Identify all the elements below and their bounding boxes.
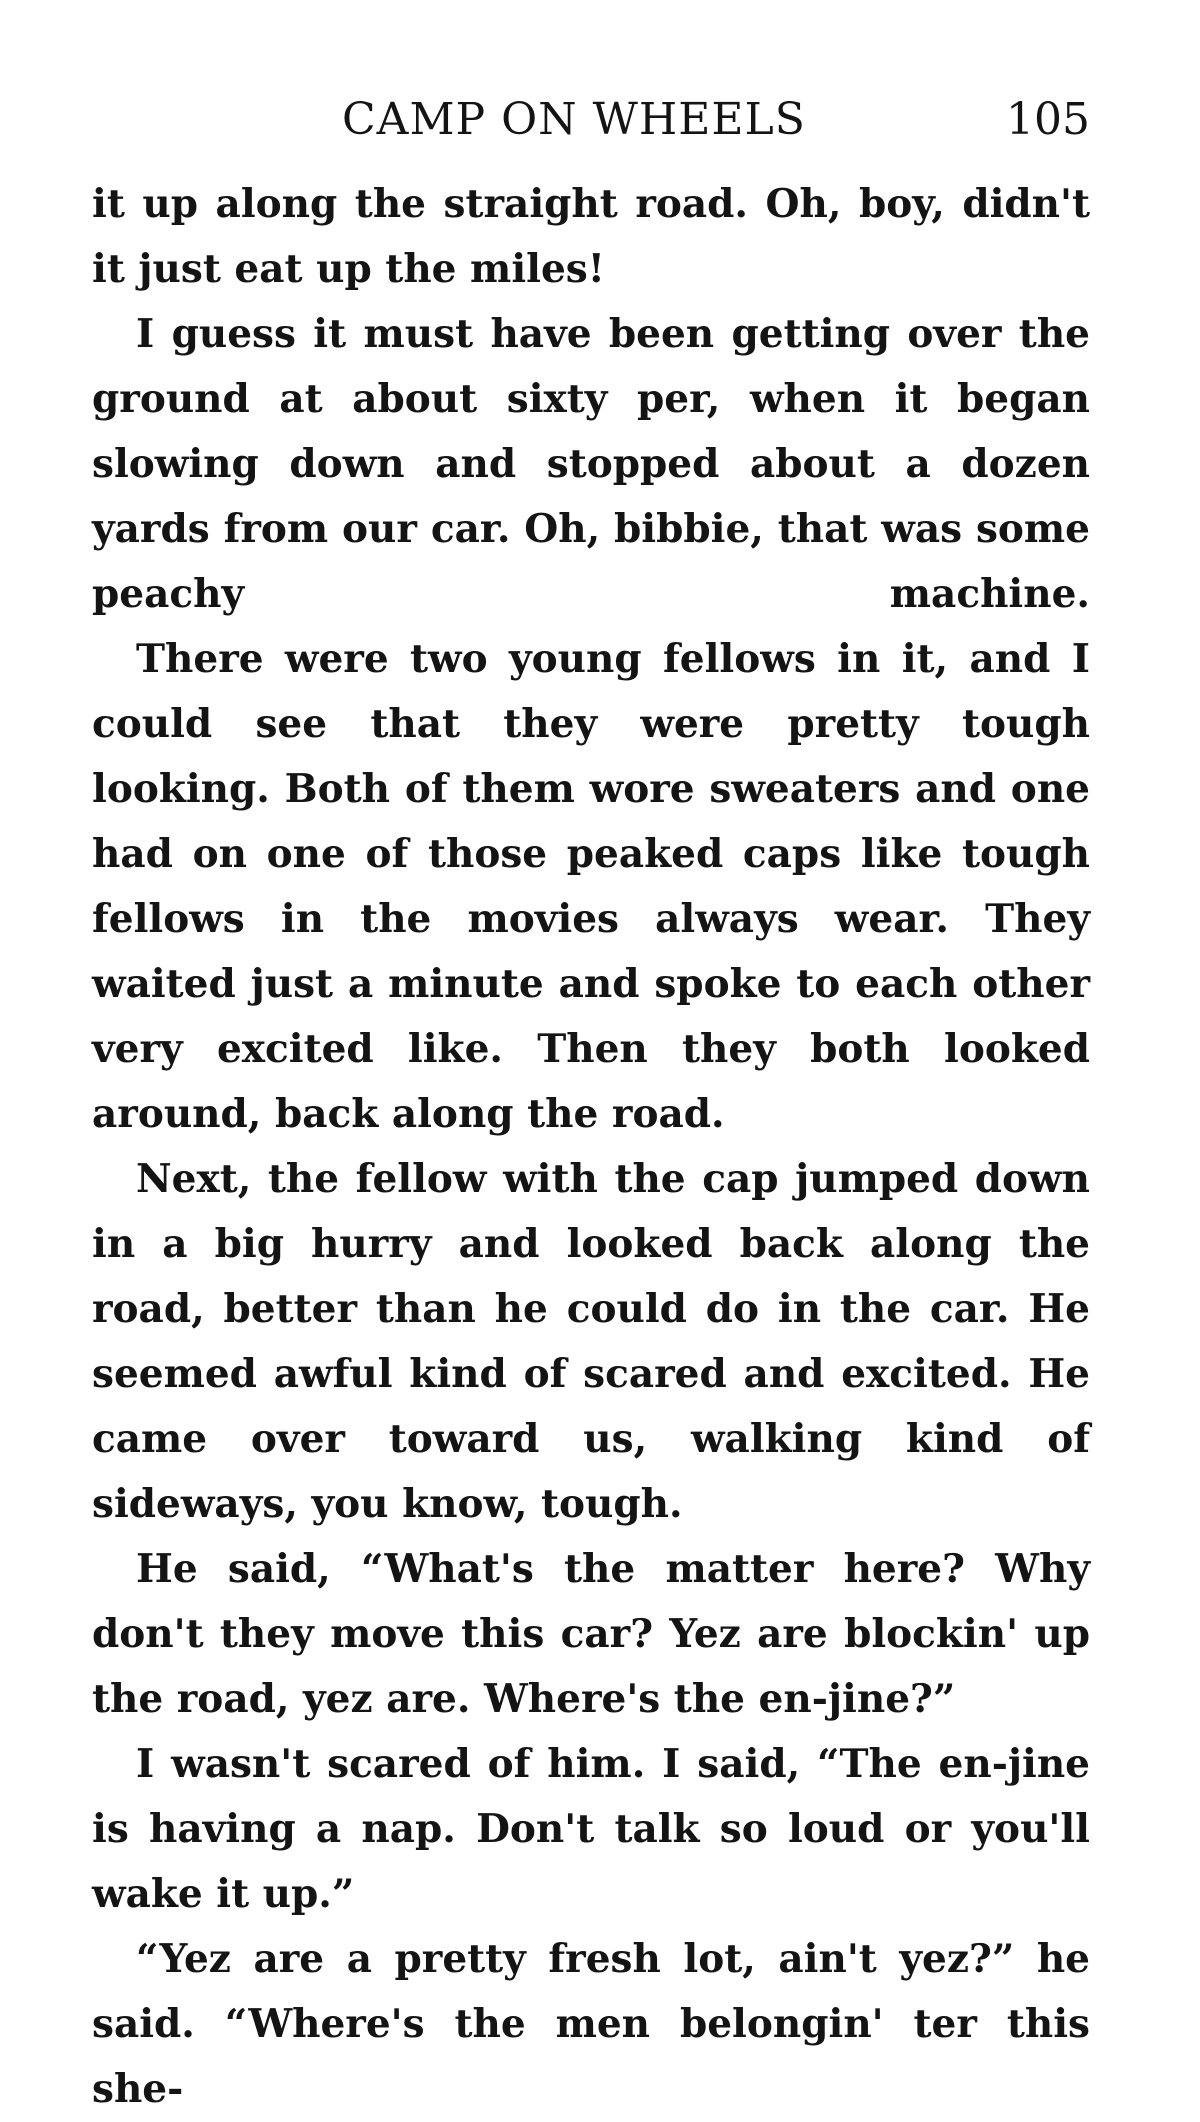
paragraph: I wasn't scared of him. I said, “The en-jine is having a nap. Don't talk so loud or you'll wake it up.” (92, 1741, 1090, 1917)
paragraph: There were two young fellows in it, and I could see that they were pretty tough looking. Both of them wore sweaters and one had on one of those peaked caps like tough fellows in the movies always wear. They waited just a minute and spoke to each other very excited like. Then they both looked around, back along the road. (92, 636, 1090, 1137)
body-text (92, 172, 1090, 2122)
paragraph-continued: it up along the straight road. Oh, boy, didn't it just eat up the miles! (92, 181, 1090, 292)
running-head (92, 90, 1090, 150)
running-head-title: CAMP ON WHEELS (342, 94, 806, 145)
paragraph: I guess it must have been getting over the ground at about sixty per, when it began slowing down and stopped about a dozen yards from our car. Oh, bibbie, that was some peachy machine. (92, 311, 1090, 617)
page-number: 105 (1006, 94, 1090, 145)
paragraph: He said, “What's the matter here? Why don't they move this car? Yez are blockin' up the road, yez are. Where's the en-jine?” (92, 1546, 1090, 1722)
paragraph: Next, the fellow with the cap jumped down in a big hurry and looked back along the road, better than he could do in the car. He seemed awful kind of scared and excited. He came over toward us, walking kind of sideways, you know, tough. (92, 1156, 1090, 1527)
paragraph: “Yez are a pretty fresh lot, ain't yez?” he said. “Where's the men belongin' ter this she- (92, 1936, 1090, 2112)
